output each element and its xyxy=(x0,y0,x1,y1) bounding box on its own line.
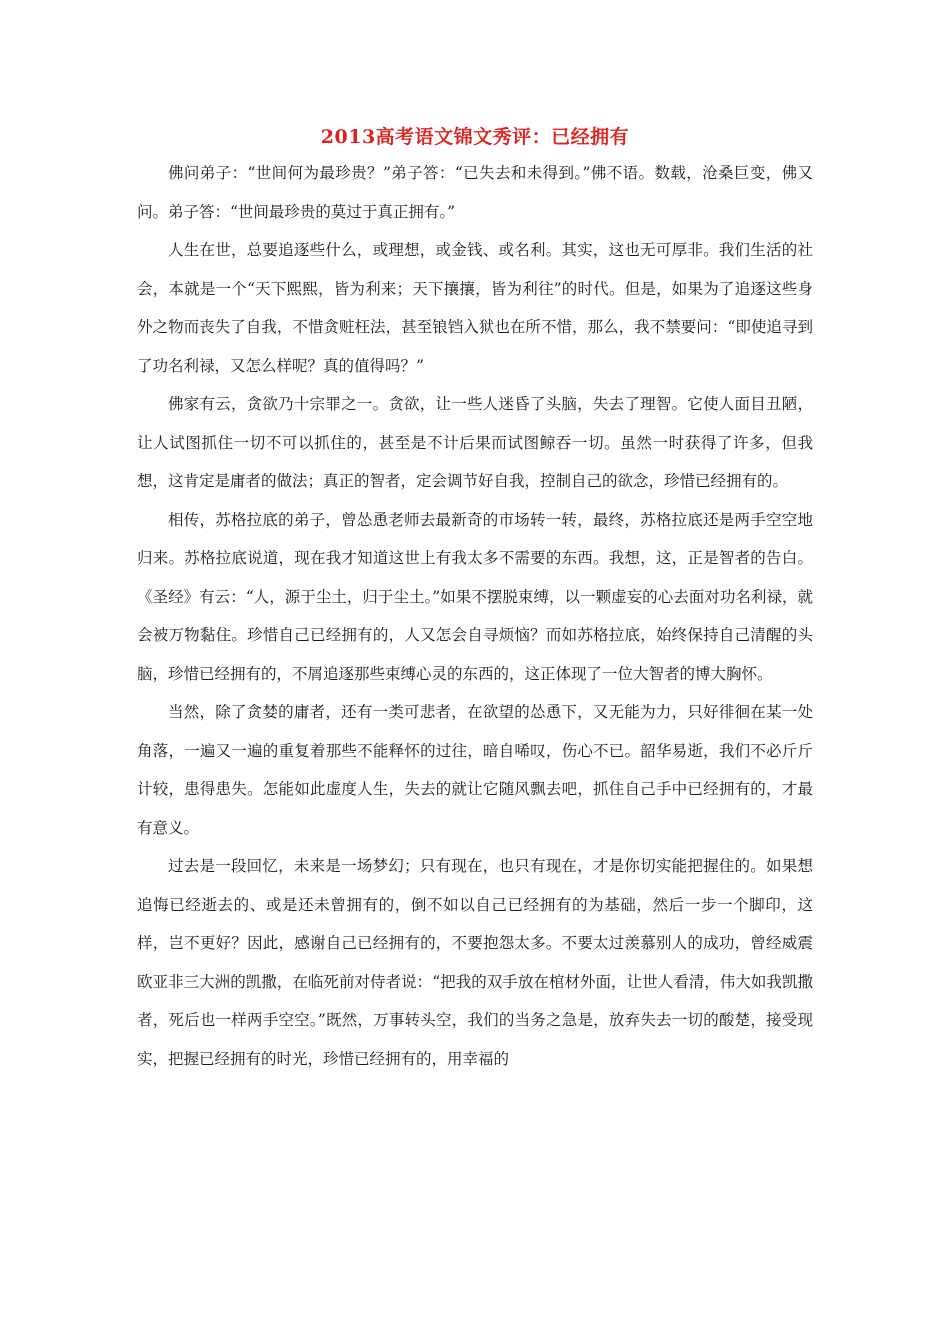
paragraph-1: 佛问弟子：“世间何为最珍贵？”弟子答：“已失去和未得到。”佛不语。数载，沧桑巨变，佛又问。弟子答：“世间最珍贵的莫过于真正拥有。” xyxy=(137,164,813,221)
paragraph-4: 相传，苏格拉底的弟子，曾怂恿老师去最新奇的市场转一转，最终，苏格拉底还是两手空空地归来。苏格拉底说道，现在我才知道这世上有我太多不需要的东西。我想，这，正是智者的告白。《圣经》有云：“人，源于尘土，归于尘土。”如果不摆脱束缚，以一颗虚妄的心去面对功名利禄，就会被万物黏住。珍惜自己已经拥有的，人又怎会自寻烦恼？而如苏格拉底，始终保持自己清醒的头脑，珍惜已经拥有的，不屑追逐那些束缚心灵的东西的，这正体现了一位大智者的博大胸怀。 xyxy=(137,510,813,683)
paragraph-6: 过去是一段回忆，未来是一场梦幻；只有现在，也只有现在，才是你切实能把握住的。如果想追悔已经逝去的、或是还未曾拥有的，倒不如以自己已经拥有的为基础，然后一步一个脚印，这样，岂不更好？因此，感谢自己已经拥有的，不要抱怨太多。不要太过羡慕别人的成功，曾经威震欧亚非三大洲的凯撒，在临死前对侍者说：“把我的双手放在棺材外面，让世人看清，伟大如我凯撒者，死后也一样两手空空。”既然，万事转头空，我们的当务之急是，放弃失去一切的酸楚，接受现实，把握已经拥有的时光，珍惜已经拥有的，用幸福的 xyxy=(137,857,813,1068)
document-page xyxy=(137,122,813,1078)
paragraph-5: 当然，除了贪婪的庸者，还有一类可悲者，在欲望的怂恿下，又无能为力，只好徘徊在某一处角落，一遍又一遍的重复着那些不能释怀的过往，暗自唏叹，伤心不已。韶华易逝，我们不必斤斤计较，患得患失。怎能如此虚度人生，失去的就让它随风飘去吧，抓住自己手中已经拥有的，才最有意义。 xyxy=(137,703,813,837)
document-title: 2013高考语文锦文秀评：已经拥有 xyxy=(320,126,630,148)
paragraph-2: 人生在世，总要追逐些什么，或理想，或金钱、或名利。其实，这也无可厚非。我们生活的社会，本就是一个“天下熙熙，皆为利来；天下攘攘，皆为利往”的时代。但是，如果为了追逐这些身外之物而丧失了自我，不惜贪赃枉法，甚至锒铛入狱也在所不惜，那么，我不禁要问：“即使追寻到了功名利禄，又怎么样呢？真的值得吗？” xyxy=(137,241,813,375)
paragraph-3: 佛家有云，贪欲乃十宗罪之一。贪欲，让一些人迷昏了头脑，失去了理智。它使人面目丑陋，让人试图抓住一切不可以抓住的，甚至是不计后果而试图鲸吞一切。虽然一时获得了许多，但我想，这肯定是庸者的做法；真正的智者，定会调节好自我，控制自己的欲念，珍惜已经拥有的。 xyxy=(137,395,813,490)
